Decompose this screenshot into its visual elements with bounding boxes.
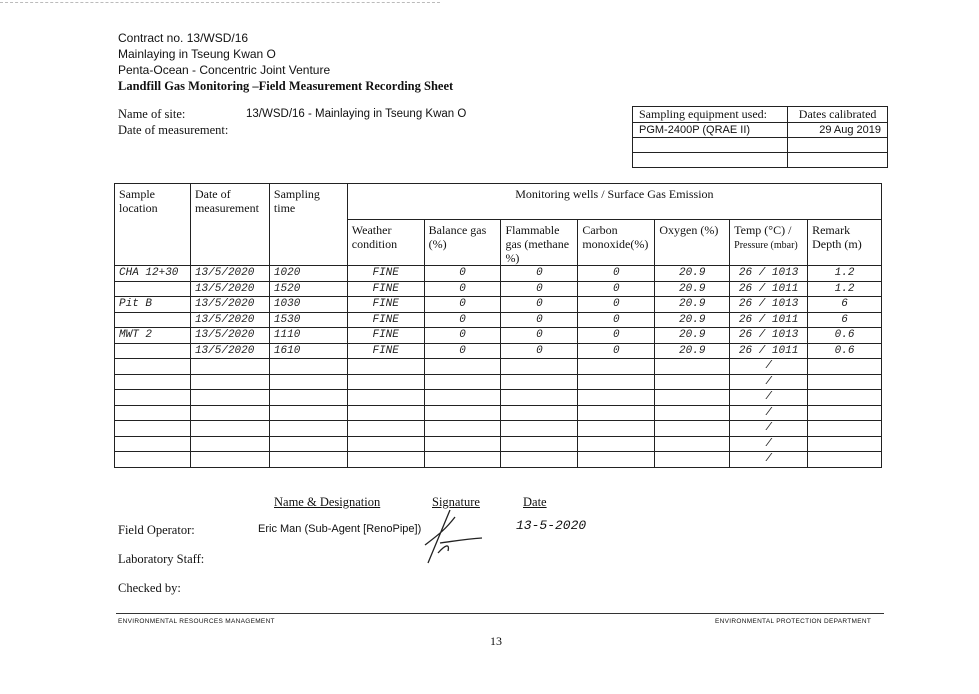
time-cell: 1030: [269, 297, 347, 313]
table-row: [115, 452, 882, 468]
remark-cell: 6: [808, 312, 882, 328]
temp-pressure-cell: 26 / 1013: [730, 297, 808, 313]
weather-cell: [347, 405, 424, 421]
balance-gas-cell: 0: [424, 343, 501, 359]
site-name-label: Name of site:: [118, 107, 186, 121]
signature-header: Signature: [432, 495, 480, 509]
date-cell: [190, 405, 269, 421]
lab-staff-label: Laboratory Staff:: [118, 552, 205, 566]
table-row: [115, 359, 882, 375]
location-cell: MWT 2: [115, 328, 191, 344]
remark-cell: 6: [808, 297, 882, 313]
oxygen-cell: [655, 374, 730, 390]
table-row: [115, 374, 882, 390]
weather-cell: FINE: [347, 297, 424, 313]
carbon-monoxide-cell: [578, 374, 655, 390]
table-row: [115, 312, 882, 328]
temp-pressure-cell: 26 / 1011: [730, 312, 808, 328]
oxygen-header: Oxygen (%): [655, 220, 730, 266]
table-row: [115, 421, 882, 437]
date-cell: [190, 359, 269, 375]
carbon-monoxide-cell: 0: [578, 297, 655, 313]
oxygen-cell: [655, 390, 730, 406]
field-operator-label: Field Operator:: [118, 523, 195, 537]
temp-pressure-cell: /: [730, 452, 808, 468]
carbon-monoxide-cell: [578, 390, 655, 406]
remark-cell: [808, 436, 882, 452]
weather-cell: [347, 359, 424, 375]
flammable-gas-cell: [501, 374, 578, 390]
balance-gas-cell: 0: [424, 297, 501, 313]
date-cell: 13/5/2020: [190, 328, 269, 344]
time-cell: [269, 436, 347, 452]
equipment-cell: PGM-2400P (QRAE II): [633, 123, 788, 138]
date-header-signoff: Date: [523, 495, 547, 509]
oxygen-cell: 20.9: [655, 343, 730, 359]
remark-cell: [808, 405, 882, 421]
carbon-monoxide-cell: [578, 405, 655, 421]
balance-gas-cell: [424, 359, 501, 375]
date-header: Date of measurement: [190, 184, 269, 266]
carbon-monoxide-header: Carbon monoxide(%): [578, 220, 655, 266]
flammable-gas-header: Flammable gas (methane %): [501, 220, 578, 266]
remark-cell: 1.2: [808, 266, 882, 282]
carbon-monoxide-cell: [578, 359, 655, 375]
date-cell: [190, 390, 269, 406]
location-cell: CHA 12+30: [115, 266, 191, 282]
remark-cell: [808, 390, 882, 406]
date-cell: 13/5/2020: [190, 343, 269, 359]
date-cell: [190, 436, 269, 452]
weather-cell: [347, 374, 424, 390]
date-cell: 13/5/2020: [190, 281, 269, 297]
signature-scribble: [420, 505, 490, 570]
time-header: Sampling time: [269, 184, 347, 266]
flammable-gas-cell: 0: [501, 328, 578, 344]
table-row: [115, 297, 882, 313]
carbon-monoxide-cell: 0: [578, 281, 655, 297]
location-cell: [115, 281, 191, 297]
carbon-monoxide-cell: 0: [578, 343, 655, 359]
calibration-date-cell: 29 Aug 2019: [788, 123, 888, 138]
temp-pressure-cell: /: [730, 405, 808, 421]
location-cell: [115, 312, 191, 328]
location-cell: [115, 405, 191, 421]
remark-cell: 1.2: [808, 281, 882, 297]
oxygen-cell: 20.9: [655, 297, 730, 313]
time-cell: 1610: [269, 343, 347, 359]
carbon-monoxide-cell: 0: [578, 266, 655, 282]
balance-gas-cell: [424, 421, 501, 437]
field-operator-date: 13-5-2020: [516, 518, 587, 533]
time-cell: [269, 359, 347, 375]
footer-rule: [116, 613, 884, 614]
temp-pressure-header: [730, 220, 808, 266]
equipment-cell: [633, 138, 788, 153]
temp-pressure-cell: 26 / 1013: [730, 266, 808, 282]
calibration-date-cell: [788, 153, 888, 168]
balance-gas-cell: 0: [424, 328, 501, 344]
balance-gas-cell: 0: [424, 312, 501, 328]
date-cell: [190, 452, 269, 468]
sheet-title: Landfill Gas Monitoring –Field Measurement Recording Sheet: [118, 79, 454, 93]
flammable-gas-cell: [501, 390, 578, 406]
temp-pressure-cell: /: [730, 436, 808, 452]
date-cell: [190, 374, 269, 390]
balance-gas-cell: [424, 405, 501, 421]
remark-cell: [808, 421, 882, 437]
pressure-header: Pressure (mbar): [734, 240, 798, 251]
table-row: [115, 328, 882, 344]
balance-gas-cell: 0: [424, 281, 501, 297]
weather-header: Weather condition: [347, 220, 424, 266]
oxygen-cell: [655, 359, 730, 375]
temp-pressure-cell: 26 / 1011: [730, 343, 808, 359]
time-cell: 1520: [269, 281, 347, 297]
monitoring-group-header: Monitoring wells / Surface Gas Emission: [347, 184, 881, 220]
location-cell: [115, 359, 191, 375]
calibrated-header: Dates calibrated: [788, 107, 888, 123]
balance-gas-cell: [424, 374, 501, 390]
flammable-gas-cell: 0: [501, 312, 578, 328]
oxygen-cell: 20.9: [655, 328, 730, 344]
temp-header: Temp (°C) /: [734, 223, 792, 237]
remark-cell: [808, 374, 882, 390]
time-cell: 1110: [269, 328, 347, 344]
weather-cell: [347, 452, 424, 468]
time-cell: [269, 374, 347, 390]
balance-gas-cell: [424, 436, 501, 452]
contract-number: Contract no. 13/WSD/16: [118, 31, 249, 45]
measurement-table: [114, 183, 882, 468]
equipment-header: Sampling equipment used:: [633, 107, 788, 123]
oxygen-cell: [655, 405, 730, 421]
flammable-gas-cell: [501, 436, 578, 452]
flammable-gas-cell: [501, 452, 578, 468]
location-cell: [115, 343, 191, 359]
temp-pressure-cell: /: [730, 421, 808, 437]
balance-gas-cell: [424, 452, 501, 468]
weather-cell: [347, 421, 424, 437]
location-cell: [115, 421, 191, 437]
date-cell: 13/5/2020: [190, 297, 269, 313]
flammable-gas-cell: 0: [501, 266, 578, 282]
remark-cell: [808, 359, 882, 375]
table-row: [115, 390, 882, 406]
project-name: Mainlaying in Tseung Kwan O: [118, 47, 276, 61]
contractor-name: Penta-Ocean - Concentric Joint Venture: [118, 63, 331, 77]
location-cell: Pit B: [115, 297, 191, 313]
time-cell: [269, 452, 347, 468]
footer-left: ENVIRONMENTAL RESOURCES MANAGEMENT: [118, 618, 275, 625]
flammable-gas-cell: 0: [501, 281, 578, 297]
flammable-gas-cell: [501, 405, 578, 421]
balance-gas-cell: [424, 390, 501, 406]
date-cell: [190, 421, 269, 437]
flammable-gas-cell: [501, 421, 578, 437]
carbon-monoxide-cell: 0: [578, 312, 655, 328]
equipment-table: [632, 106, 888, 168]
balance-gas-cell: 0: [424, 266, 501, 282]
temp-pressure-cell: 26 / 1013: [730, 328, 808, 344]
time-cell: [269, 405, 347, 421]
date-cell: 13/5/2020: [190, 266, 269, 282]
temp-pressure-cell: /: [730, 374, 808, 390]
location-header: Sample location: [115, 184, 191, 266]
oxygen-cell: [655, 436, 730, 452]
table-row: [115, 436, 882, 452]
oxygen-cell: [655, 421, 730, 437]
site-name-value: 13/WSD/16 - Mainlaying in Tseung Kwan O: [246, 108, 467, 120]
weather-cell: FINE: [347, 343, 424, 359]
oxygen-cell: 20.9: [655, 281, 730, 297]
remark-header: Remark Depth (m): [808, 220, 882, 266]
oxygen-cell: 20.9: [655, 312, 730, 328]
weather-cell: [347, 436, 424, 452]
table-row: [115, 281, 882, 297]
temp-pressure-cell: /: [730, 359, 808, 375]
equipment-cell: [633, 153, 788, 168]
calibration-date-cell: [788, 138, 888, 153]
oxygen-cell: [655, 452, 730, 468]
location-cell: [115, 436, 191, 452]
location-cell: [115, 452, 191, 468]
location-cell: [115, 374, 191, 390]
time-cell: 1020: [269, 266, 347, 282]
location-cell: [115, 390, 191, 406]
flammable-gas-cell: [501, 359, 578, 375]
site-labels: [118, 106, 228, 138]
name-designation-header: Name & Designation: [274, 495, 381, 509]
page-number: 13: [490, 634, 502, 648]
time-cell: 1530: [269, 312, 347, 328]
document-header: [118, 30, 453, 94]
footer-right: ENVIRONMENTAL PROTECTION DEPARTMENT: [715, 618, 872, 625]
flammable-gas-cell: 0: [501, 297, 578, 313]
carbon-monoxide-cell: [578, 436, 655, 452]
table-row: [115, 405, 882, 421]
carbon-monoxide-cell: [578, 452, 655, 468]
weather-cell: FINE: [347, 266, 424, 282]
balance-gas-header: Balance gas (%): [424, 220, 501, 266]
oxygen-cell: 20.9: [655, 266, 730, 282]
weather-cell: FINE: [347, 328, 424, 344]
weather-cell: FINE: [347, 281, 424, 297]
checked-by-label: Checked by:: [118, 581, 181, 595]
weather-cell: FINE: [347, 312, 424, 328]
weather-cell: [347, 390, 424, 406]
date-cell: 13/5/2020: [190, 312, 269, 328]
field-operator-name: Eric Man (Sub-Agent [RenoPipe]): [258, 523, 422, 535]
flammable-gas-cell: 0: [501, 343, 578, 359]
measurement-date-label: Date of measurement:: [118, 123, 229, 137]
temp-pressure-cell: /: [730, 390, 808, 406]
scan-artifact-line: [0, 2, 440, 3]
remark-cell: 0.6: [808, 343, 882, 359]
time-cell: [269, 421, 347, 437]
temp-pressure-cell: 26 / 1011: [730, 281, 808, 297]
table-row: [115, 343, 882, 359]
remark-cell: 0.6: [808, 328, 882, 344]
time-cell: [269, 390, 347, 406]
carbon-monoxide-cell: [578, 421, 655, 437]
remark-cell: [808, 452, 882, 468]
carbon-monoxide-cell: 0: [578, 328, 655, 344]
table-row: [115, 266, 882, 282]
